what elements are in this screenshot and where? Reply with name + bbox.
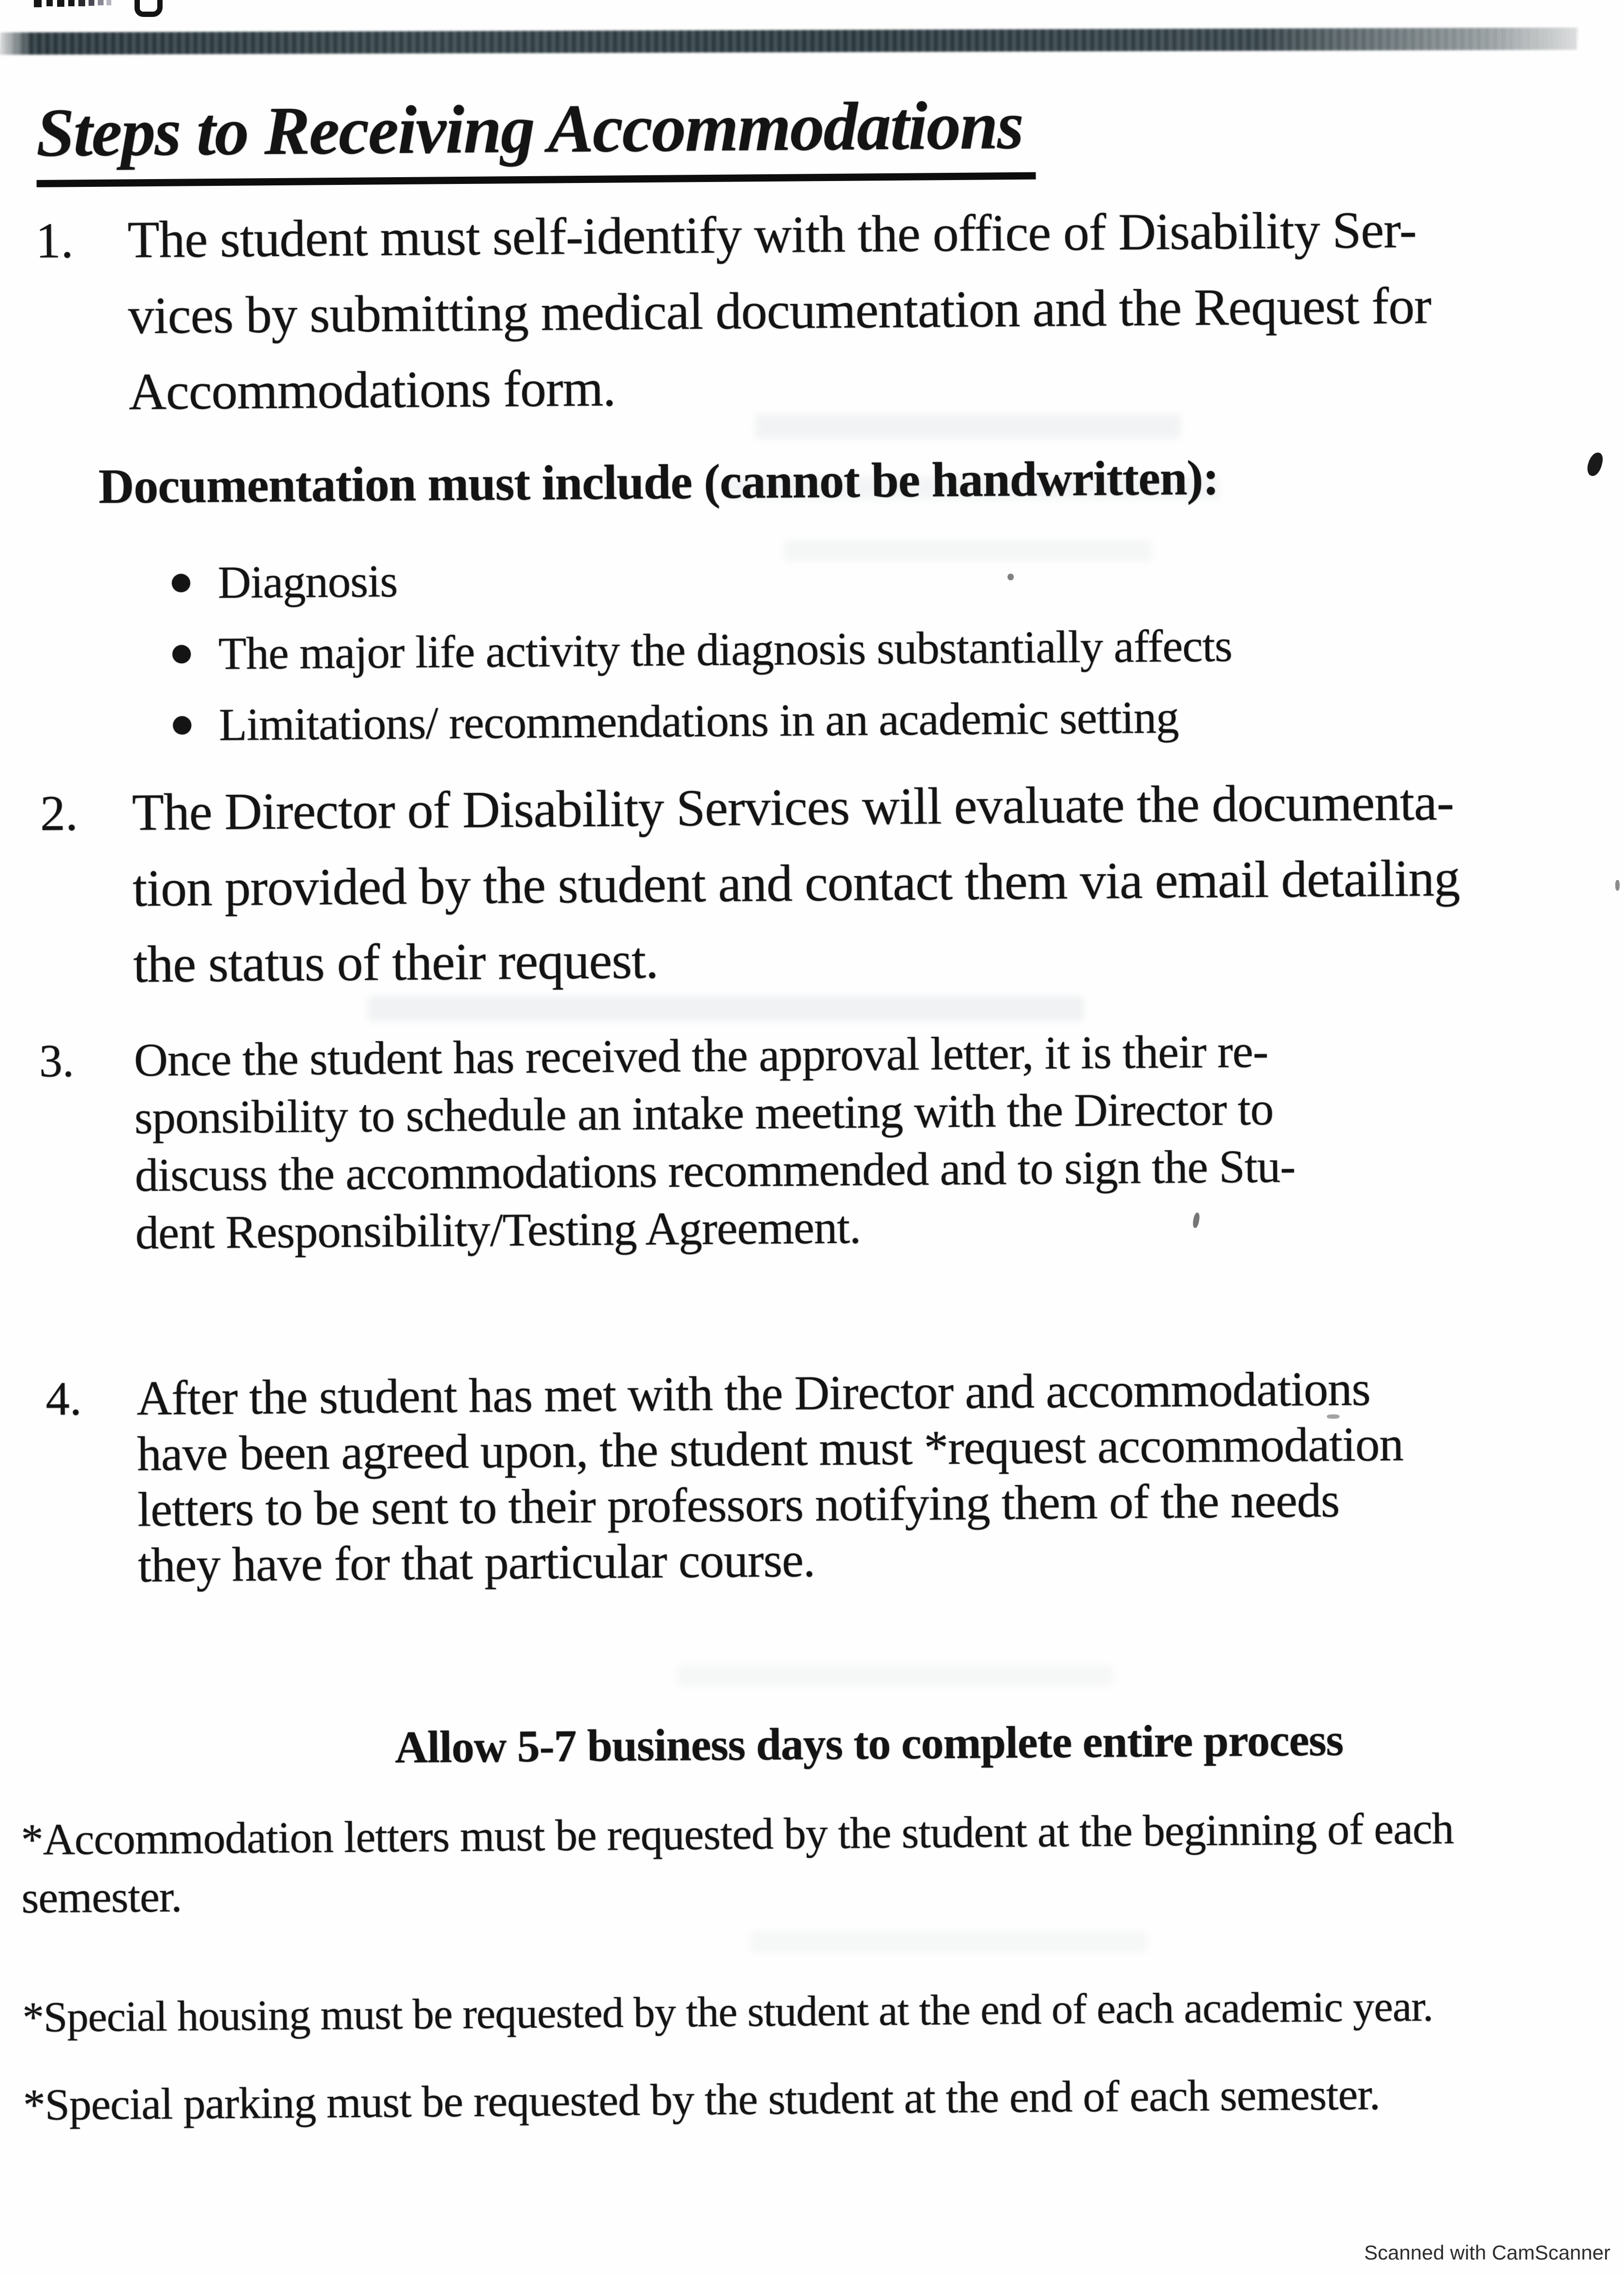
step-line: The student must self-identify with the office of Disability Ser- [127, 201, 1417, 269]
bullet-icon [172, 645, 191, 663]
step-number: 1. [35, 212, 74, 269]
document-title: Steps to Receiving Accommodations [36, 85, 1036, 187]
bullet-text: Diagnosis [217, 555, 398, 608]
processing-note: Allow 5-7 business days to complete entire process [394, 1714, 1343, 1773]
step-line: dent Responsibility/Testing Agreement. [135, 1201, 861, 1259]
bullet-text: The major life activity the diagnosis substantially affects [218, 620, 1233, 679]
footnote-special-housing [22, 1977, 1433, 2047]
bullet-line [218, 610, 1233, 689]
footnote-line: *Accommodation letters must be requested by the student at the beginning of each [21, 1803, 1454, 1865]
footnote-line: semester. [21, 1871, 182, 1923]
step-line: vices by submitting medical documentation and the Request for [128, 277, 1431, 345]
footnote-line: *Special parking must be requested by the student at the end of each semester. [23, 2069, 1380, 2130]
bullet-icon [173, 716, 191, 734]
doc-requirements-heading: Documentation must include (cannot be handwritten): [98, 450, 1219, 514]
step-line: the status of their request. [133, 931, 659, 994]
camscanner-watermark: Scanned with CamScanner [1364, 2241, 1610, 2264]
step-line: discuss the accommodations recommended and to sign the Stu- [135, 1140, 1295, 1201]
footnote-accommodation-letters [21, 1799, 1454, 1926]
footnote-special-parking [23, 2065, 1380, 2134]
step-line: letters to be sent to their professors notifying them of the needs [137, 1472, 1340, 1537]
step-line: The Director of Disability Services will evaluate the documenta- [132, 773, 1454, 842]
bullet-icon [172, 574, 190, 592]
step-number: 3. [39, 1034, 75, 1087]
step-line: Accommodations form. [128, 359, 616, 421]
step-line: have been agreed upon, the student must *request accommodation [136, 1416, 1404, 1481]
step-line: they have for that particular course. [137, 1532, 815, 1592]
step-line: tion provided by the student and contact them via email detailing [132, 849, 1460, 918]
step-number: 4. [45, 1372, 82, 1426]
bullet-line [219, 682, 1233, 760]
doc-requirements-list [218, 539, 1233, 760]
bullet-text: Limitations/ recommendations in an academic setting [218, 691, 1179, 750]
bullet-line [218, 539, 1232, 618]
step-line: Once the student has received the approval letter, it is their re- [134, 1025, 1268, 1086]
step-line: sponsibility to schedule an intake meeting with the Director to [134, 1082, 1274, 1144]
step-line: After the student has met with the Director and accommodations [136, 1361, 1370, 1426]
step-number: 2. [40, 785, 78, 841]
footnote-line: *Special housing must be requested by the student at the end of each academic year. [22, 1983, 1433, 2042]
